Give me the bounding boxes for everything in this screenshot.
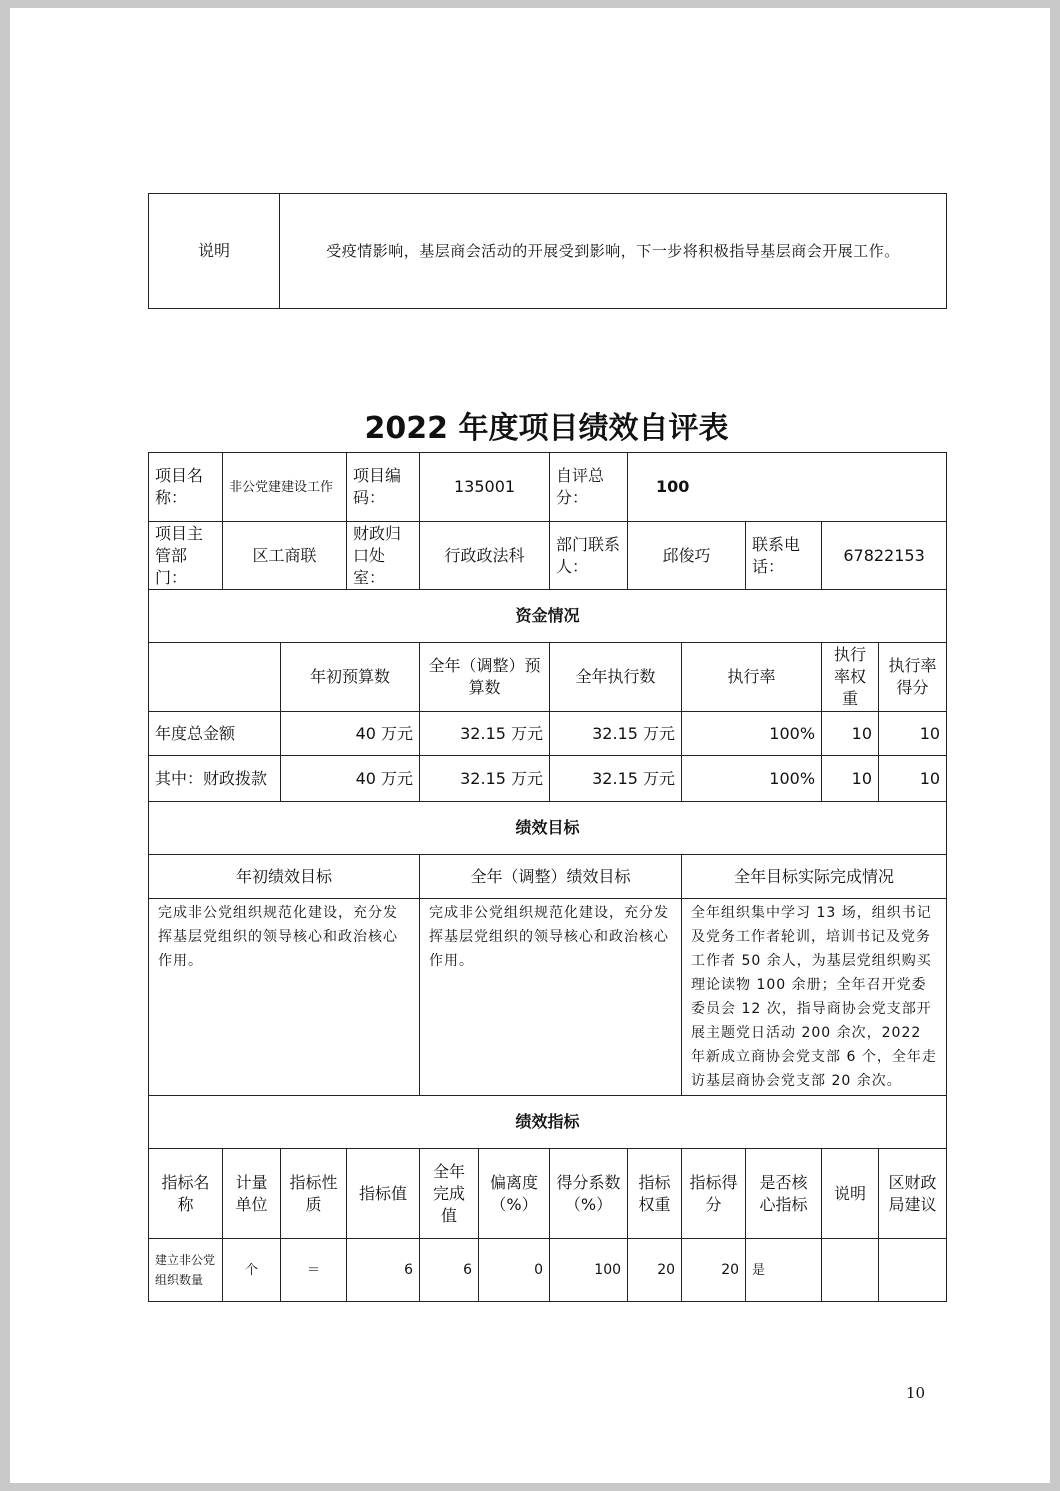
note-label: 说明 [149, 194, 280, 309]
funds-row-adjusted-budget: 32.15 万元 [420, 756, 550, 802]
page-number: 10 [906, 1384, 926, 1402]
indicator-header-unit: 计量单位 [223, 1149, 281, 1239]
note-table [148, 193, 947, 309]
funds-header-initial-budget: 年初预算数 [281, 643, 420, 712]
total-score-label: 自评总分： [550, 453, 628, 522]
finance-value: 行政政法科 [420, 522, 550, 590]
indicator-score: 20 [682, 1239, 746, 1302]
funds-header-adjusted-budget: 全年（调整）预算数 [420, 643, 550, 712]
indicator-coefficient: 100 [550, 1239, 628, 1302]
contact-label: 部门联系人： [550, 522, 628, 590]
funds-header-row [149, 643, 947, 712]
funds-row [149, 756, 947, 802]
funds-row-rate-score: 10 [879, 756, 947, 802]
contact-value: 邱俊巧 [628, 522, 746, 590]
indicator-header-weight: 指标权重 [628, 1149, 682, 1239]
funds-row-initial-budget: 40 万元 [281, 756, 420, 802]
indicator-nature: ＝ [281, 1239, 347, 1302]
indicator-header-nature: 指标性质 [281, 1149, 347, 1239]
indicator-header-name: 指标名称 [149, 1149, 223, 1239]
document-page [10, 8, 1050, 1483]
total-score-value: 100 [628, 453, 947, 522]
funds-row-label: 年度总金额 [149, 712, 281, 756]
funds-row-exec-rate: 100% [682, 712, 822, 756]
funds-row [149, 712, 947, 756]
indicator-name: 建立非公党组织数量 [149, 1239, 223, 1302]
evaluation-table [148, 452, 947, 1302]
funds-row-exec-rate: 100% [682, 756, 822, 802]
phone-value: 67822153 [822, 522, 947, 590]
funds-row-rate-score: 10 [879, 712, 947, 756]
project-name-label: 项目名称： [149, 453, 223, 522]
project-code-value: 135001 [420, 453, 550, 522]
funds-header-exec-rate: 执行率 [682, 643, 822, 712]
info-row-2 [149, 522, 947, 590]
indicator-header-note: 说明 [822, 1149, 879, 1239]
indicator-header-suggestion: 区财政局建议 [879, 1149, 947, 1239]
funds-section-header: 资金情况 [149, 590, 947, 643]
goals-header-initial: 年初绩效目标 [149, 855, 420, 899]
goals-section-header: 绩效目标 [149, 802, 947, 855]
indicator-header-core: 是否核心指标 [746, 1149, 822, 1239]
goal-adjusted-text: 完成非公党组织规范化建设，充分发挥基层党组织的领导核心和政治核心作用。 [420, 899, 682, 1096]
indicator-header-score: 指标得分 [682, 1149, 746, 1239]
indicators-section-header: 绩效指标 [149, 1096, 947, 1149]
indicator-completed: 6 [420, 1239, 479, 1302]
funds-row-executed: 32.15 万元 [550, 756, 682, 802]
funds-row-rate-weight: 10 [822, 712, 879, 756]
indicator-row [149, 1239, 947, 1302]
indicator-suggestion [879, 1239, 947, 1302]
funds-header-executed: 全年执行数 [550, 643, 682, 712]
goal-actual-text: 全年组织集中学习 13 场，组织书记及党务工作者轮训，培训书记及党务工作者 50 余人，为基层党组织购买理论读物 100 余册；全年召开党委委员会 12 次，指导商协会党支部开展主题党日活动 200 余次，2022 年新成立商协会党支部 6 个，全年走访基层商协会党支部 20 余次。 [682, 899, 947, 1096]
goals-header-row [149, 855, 947, 899]
indicator-deviation: 0 [479, 1239, 550, 1302]
indicator-header-deviation: 偏离度（%） [479, 1149, 550, 1239]
project-code-label: 项目编码： [347, 453, 420, 522]
indicator-core: 是 [746, 1239, 822, 1302]
indicator-value: 6 [347, 1239, 420, 1302]
goal-initial-text: 完成非公党组织规范化建设，充分发挥基层党组织的领导核心和政治核心作用。 [149, 899, 420, 1096]
funds-header-rate-score: 执行率得分 [879, 643, 947, 712]
funds-header-blank [149, 643, 281, 712]
info-row-1 [149, 453, 947, 522]
funds-row-label: 其中：财政拨款 [149, 756, 281, 802]
funds-row-initial-budget: 40 万元 [281, 712, 420, 756]
project-name-value: 非公党建建设工作 [223, 453, 347, 522]
indicator-note [822, 1239, 879, 1302]
indicator-unit: 个 [223, 1239, 281, 1302]
funds-row-executed: 32.15 万元 [550, 712, 682, 756]
note-text: 受疫情影响，基层商会活动的开展受到影响，下一步将积极指导基层商会开展工作。 [280, 194, 947, 309]
finance-label: 财政归口处室： [347, 522, 420, 590]
goals-header-adjusted: 全年（调整）绩效目标 [420, 855, 682, 899]
indicators-header-row [149, 1149, 947, 1239]
page-title: 2022 年度项目绩效自评表 [364, 411, 729, 446]
indicator-weight: 20 [628, 1239, 682, 1302]
funds-row-rate-weight: 10 [822, 756, 879, 802]
indicator-header-completed: 全年完成值 [420, 1149, 479, 1239]
dept-label: 项目主管部门： [149, 522, 223, 590]
funds-row-adjusted-budget: 32.15 万元 [420, 712, 550, 756]
goals-content-row [149, 899, 947, 1096]
funds-header-rate-weight: 执行率权重 [822, 643, 879, 712]
dept-value: 区工商联 [223, 522, 347, 590]
phone-label: 联系电话： [746, 522, 822, 590]
goals-header-actual: 全年目标实际完成情况 [682, 855, 947, 899]
indicator-header-value: 指标值 [347, 1149, 420, 1239]
indicator-header-coefficient: 得分系数（%） [550, 1149, 628, 1239]
